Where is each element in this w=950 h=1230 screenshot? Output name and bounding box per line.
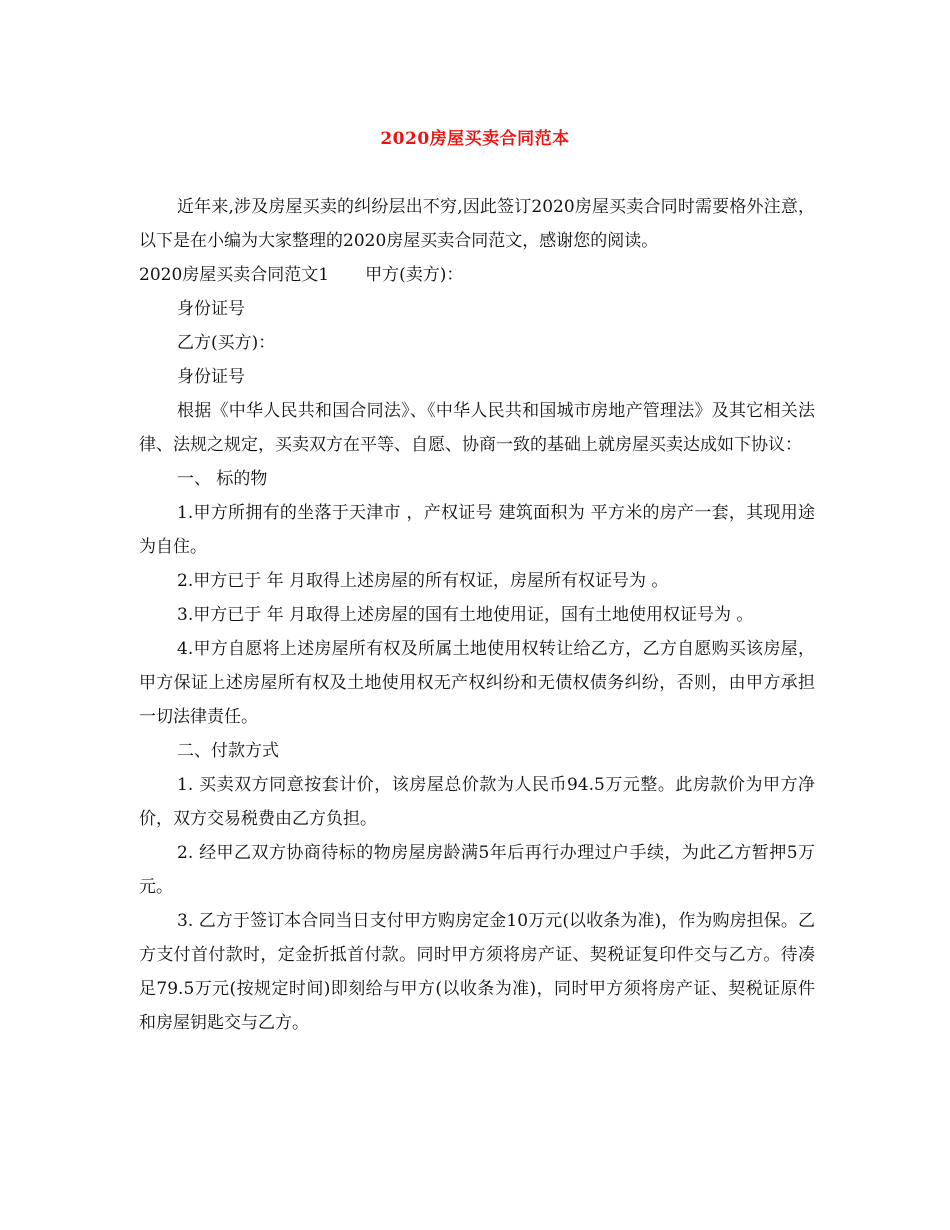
section-1-title: 一、 标的物	[177, 469, 268, 489]
section-1-item-1: 1.甲方所拥有的坐落于天津市 ，产权证号 建筑面积为 平方米的房产一套，其现用途为自住。	[139, 503, 815, 557]
sample-heading-line	[139, 258, 815, 292]
section-2-title: 二、付款方式	[177, 741, 279, 761]
section-2-item-2: 2. 经甲乙双方协商待标的物房屋房龄满5年后再行办理过户手续，为此乙方暂押5万元。	[139, 843, 815, 897]
document-body	[139, 190, 815, 1040]
intro-paragraph: 近年来,涉及房屋买卖的纠纷层出不穷,因此签订2020房屋买卖合同时需要格外注意，以下是在小编为大家整理的2020房屋买卖合同范文，感谢您的阅读。	[139, 197, 815, 251]
section-1-item-4: 4.甲方自愿将上述房屋所有权及所属土地使用权转让给乙方，乙方自愿购买该房屋，甲方保证上述房屋所有权及土地使用权无产权纠纷和无债权债务纠纷，否则，由甲方承担一切法律责任。	[139, 639, 815, 727]
sample-heading: 2020房屋买卖合同范文1	[139, 265, 330, 285]
party-b-label: 乙方(买方)：	[177, 333, 276, 353]
party-a-label: 甲方(卖方)：	[365, 265, 464, 285]
party-a-id-label: 身份证号	[177, 299, 245, 319]
party-b-id-label: 身份证号	[177, 367, 245, 387]
section-2-item-1: 1. 买卖双方同意按套计价，该房屋总价款为人民币94.5万元整。此房款价为甲方净价，双方交易税费由乙方负担。	[139, 775, 815, 829]
section-1-item-3: 3.甲方已于 年 月取得上述房屋的国有土地使用证，国有土地使用权证号为 。	[177, 605, 754, 625]
section-1-item-2: 2.甲方已于 年 月取得上述房屋的所有权证，房屋所有权证号为 。	[177, 571, 669, 591]
section-2-item-3: 3. 乙方于签订本合同当日支付甲方购房定金10万元(以收条为准)，作为购房担保。乙方支付首付款时，定金折抵首付款。同时甲方须将房产证、契税证复印件交与乙方。待凑足79.5万元(按规定时间)即刻给与甲方(以收条为准)，同时甲方须将房产证、契税证原件和房屋钥匙交与乙方。	[139, 911, 815, 1033]
document-title: 2020房屋买卖合同范本	[380, 129, 570, 149]
legal-basis-paragraph: 根据《中华人民共和国合同法》、《中华人民共和国城市房地产管理法》及其它相关法律、法规之规定，买卖双方在平等、自愿、协商一致的基础上就房屋买卖达成如下协议：	[139, 401, 815, 455]
